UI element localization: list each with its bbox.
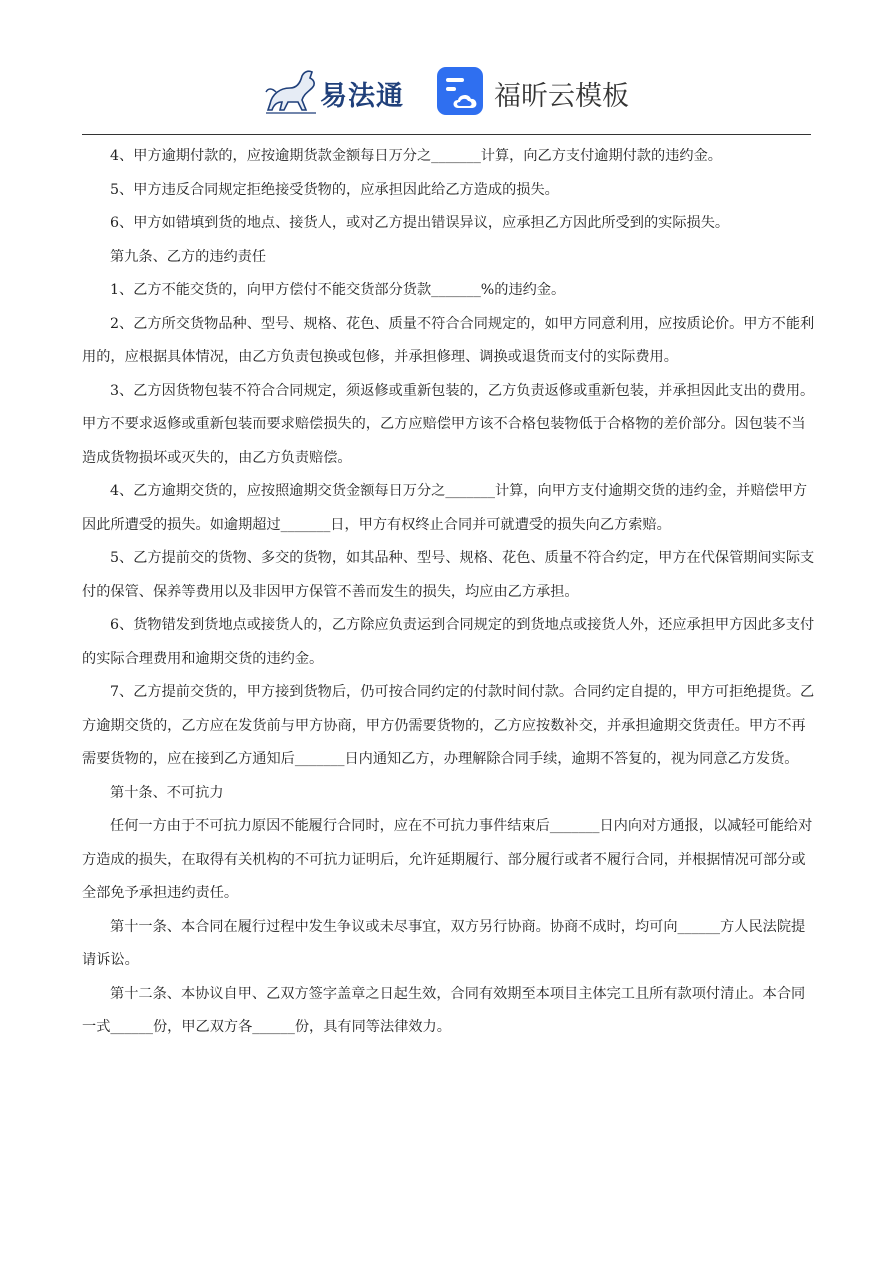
yifatong-logo [262,64,422,116]
clause-9-item-7: 7、乙方提前交货的，甲方接到货物后，仍可按合同约定的付款时间付款。合同约定自提的，甲方可拒绝提货。乙方逾期交货的，乙方应在发货前与甲方协商，甲方仍需要货物的，乙方应按数补交，并承担逾期交货责任。甲方不再需要货物的，应在接到乙方通知后_______日内通知乙方，办理解除合同手续，逾期不答复的，视为同意乙方发货。 [82,684,815,767]
foxit-template-logo [436,66,636,118]
clause-9-item-4: 4、乙方逾期交货的，应按照逾期交货金额每日万分之_______计算，向甲方支付逾期交货的违约金，并赔偿甲方因此所遭受的损失。如逾期超过_______日，甲方有权终止合同并可就遭受的损失向乙方索赔。 [82,483,808,533]
clause-9-item-5: 5、乙方提前交的货物、多交的货物，如其品种、型号、规格、花色、质量不符合约定，甲方在代保管期间实际支付的保管、保养等费用以及非因甲方保管不善而发生的损失，均应由乙方承担。 [82,550,815,600]
clause-9-item-6: 6、货物错发到货地点或接货人的，乙方除应负责运到合同规定的到货地点或接货人外，还应承担甲方因此多支付的实际合理费用和逾期交货的违约金。 [82,617,815,667]
cloud-document-icon [436,66,486,118]
clause-10-heading: 第十条、不可抗力 [110,784,224,801]
clause-8-item-5: 5、甲方违反合同规定拒绝接受货物的，应承担因此给乙方造成的损失。 [110,181,559,198]
clause-11: 第十一条、本合同在履行过程中发生争议或未尽事宜，双方另行协商。协商不成时，均可向______方人民法院提请诉讼。 [82,918,806,968]
header-divider [82,134,811,135]
contract-body [82,140,818,1045]
clause-9-item-3: 3、乙方因货物包装不符合合同规定，须返修或重新包装的，乙方负责返修或重新包装，并承担因此支出的费用。甲方不要求返修或重新包装而要求赔偿损失的，乙方应赔偿甲方该不合格包装物低于合格物的差价部分。因包装不当造成货物损坏或灭失的，由乙方负责赔偿。 [82,382,815,466]
clause-9-item-1: 1、乙方不能交货的，向甲方偿付不能交货部分货款_______%的违约金。 [110,282,566,298]
clause-9-heading: 第九条、乙方的违约责任 [110,248,267,265]
yifatong-logo-text: 易法通 [320,81,404,112]
clause-12: 第十二条、本协议自甲、乙双方签字盖章之日起生效，合同有效期至本项目主体完工且所有款项付清止。本合同一式______份，甲乙双方各______份，具有同等法律效力。 [82,985,806,1035]
horse-icon [262,64,320,116]
page-header [0,58,893,122]
clause-9-item-2: 2、乙方所交货物品种、型号、规格、花色、质量不符合合同规定的，如甲方同意利用，应按质论价。甲方不能利用的，应根据具体情况，由乙方负责包换或包修，并承担修理、调换或退货而支付的实际费用。 [82,315,815,365]
clause-10-body: 任何一方由于不可抗力原因不能履行合同时，应在不可抗力事件结束后_______日内向对方通报，以减轻可能给对方造成的损失，在取得有关机构的不可抗力证明后，允许延期履行、部分履行或者不履行合同，并根据情况可部分或全部免予承担违约责任。 [82,818,813,901]
clause-8-item-4: 4、甲方逾期付款的，应按逾期货款金额每日万分之_______计算，向乙方支付逾期付款的违约金。 [110,148,722,164]
clause-8-item-6: 6、甲方如错填到货的地点、接货人，或对乙方提出错误异议，应承担乙方因此所受到的实际损失。 [110,215,730,231]
foxit-template-logo-text: 福昕云模板 [494,81,629,112]
